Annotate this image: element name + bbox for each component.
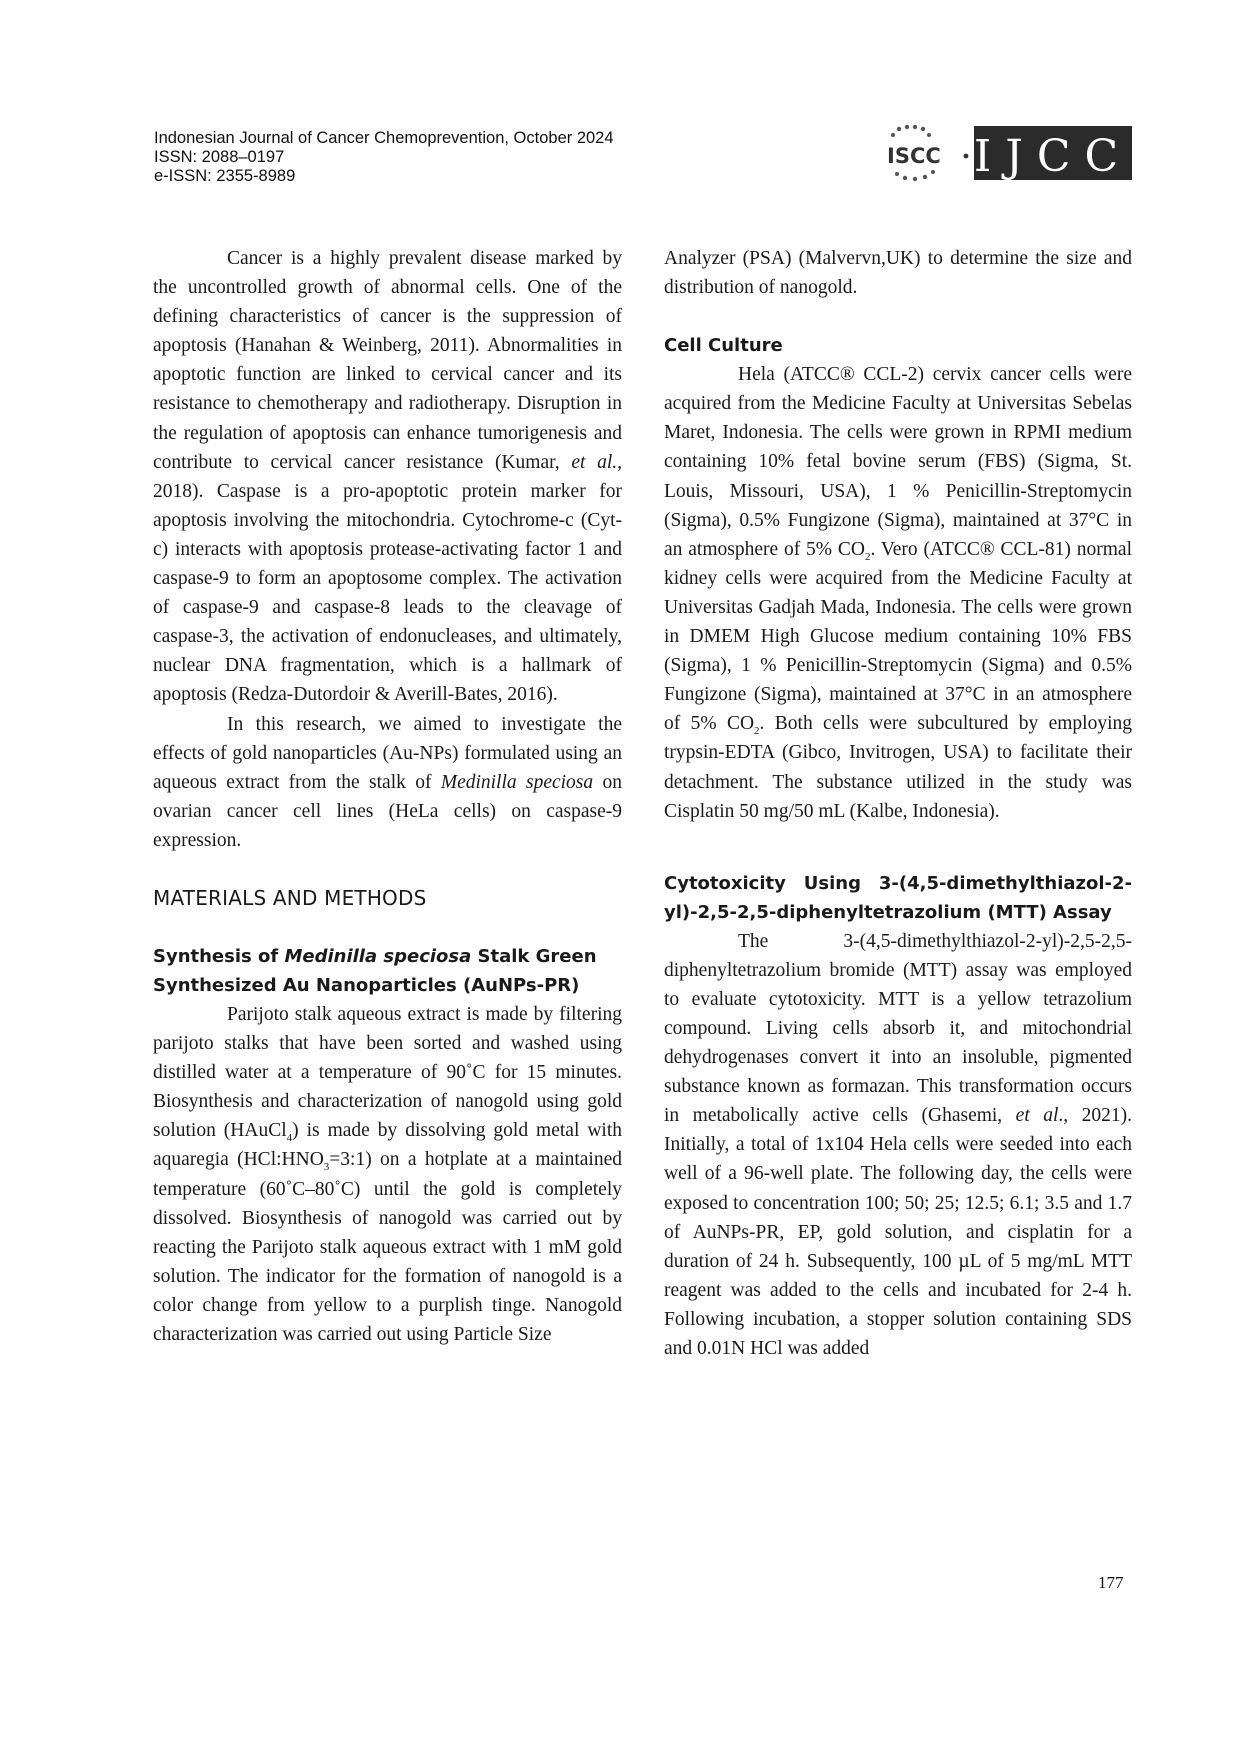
intro-paragraph-1: Cancer is a highly prevalent disease marked by the uncontrolled growth of abnormal cells. One of the defining characteristics of cancer is the suppression of apoptosis (Hanahan & Weinberg, 2011). Abnormalities in apoptotic function are linked to cervical cancer and its resistance to chemotherapy and radiotherapy. Disruption in the regulation of apoptosis can enhance tumorigenesis and contribute to cervical cancer resistance (Kumar, et al., 2018). Caspase is a pro-apoptotic protein marker for apoptosis involving the mitochondria. Cytochrome-c (Cyt-c) interacts with apoptosis protease-activating factor 1 and caspase-9 to form an apoptosome complex. The activation of caspase-9 and caspase-8 leads to the cleavage of caspase-3, the activation of endonucleases, and ultimately, nuclear DNA fragmentation, which is a hallmark of apoptosis (Redza-Dutordoir & Averill-Bates, 2016).	[153, 248, 622, 706]
mtt-paragraph: The 3-(4,5-dimethylthiazol-2-yl)-2,5-2,5-diphenyltetrazolium bromide (MTT) assay was employed to evaluate cytotoxicity. MTT is a yellow tetrazolium compound. Living cells absorb it, and mitochondrial dehydrogenases convert it into an insoluble, pigmented substance known as formazan. This transformation occurs in metabolically active cells (Ghasemi, et al., 2021). Initially, a total of 1x104 Hela cells were seeded into each well of a 96-well plate. The following day, the cells were exposed to concentration 100; 50; 25; 12.5; 6.1; 3.5 and 1.7 of AuNPs-PR, EP, gold solution, and cisplatin for a duration of 24 h. Subsequently, 100 µL of 5 mg/mL MTT reagent was added to the cells and incubated for 2-4 h. Following incubation, a stopper solution containing SDS and 0.01N HCl was added	[664, 930, 1133, 1359]
ijcc-logo	[887, 124, 1132, 182]
journal-title: Indonesian Journal of Cancer Chemoprevention, October 2024	[154, 129, 614, 147]
left-column	[153, 244, 622, 1349]
cell-culture-paragraph: Hela (ATCC® CCL-2) cervix cancer cells were acquired from the Medicine Faculty at Universitas Sebelas Maret, Indonesia. The cells were grown in RPMI medium containing 10% fetal bovine serum (FBS) (Sigma, St. Louis, Missouri, USA), 1 % Penicillin-Streptomycin (Sigma), 0.5% Fungizone (Sigma), maintained at 37°C in an atmosphere of 5% $CO_2$. Vero (ATCC® CCL-81) normal kidney cells were acquired from the Medicine Faculty at Universitas Gadjah Mada, Indonesia. The cells were grown in DMEM High Glucose medium containing 10% FBS (Sigma), 1 % Penicillin-Streptomycin (Sigma) and 0.5% Fungizone (Sigma), maintained at 37°C in an atmosphere of 5% $CO_2$. Both cells were subcultured by employing trypsin-EDTA (Gibco, Invitrogen, USA) to facilitate their detachment. The substance utilized in the study was Cisplatin 50 mg/50 mL (Kalbe, Indonesia).	[664, 364, 1132, 822]
subheading-synthesis: Synthesis of Medinilla speciosa Stalk Green Synthesized Au Nanoparticles (AuNPs-PR)	[153, 945, 597, 996]
subheading-mtt-assay: Cytotoxicity Using 3-(4,5-dimethylthiazol-2-yl)-2,5-2,5-diphenyltetrazolium (MTT) Assay	[664, 872, 1132, 923]
subheading-cell-culture: Cell Culture	[664, 335, 783, 357]
psa-paragraph: Analyzer (PSA) (Malvervn,UK) to determine the size and distribution of nanogold.	[664, 248, 1132, 299]
section-heading-materials-methods: MATERIALS AND METHODS	[153, 885, 427, 910]
page-number: 177	[1098, 1573, 1124, 1592]
iscc-logo-text: ISCC	[887, 144, 941, 168]
journal-header	[154, 129, 614, 186]
right-column	[664, 244, 1132, 1363]
synthesis-paragraph: Parijoto stalk aqueous extract is made by filtering parijoto stalks that have been sorted and washed using distilled water at a temperature of 90˚C for 15 minutes. Biosynthesis and characterization of nanogold using gold solution (HAuCl$_4$) is made by dissolving gold metal with aquaregia $(HCl:HNO_3=3:1)$ on a hotplate at a maintained temperature (60˚C–80˚C) until the gold is completely dissolved. Biosynthesis of nanogold was carried out by reacting the Parijoto stalk aqueous extract with 1 mM gold solution. The indicator for the formation of nanogold is a color change from yellow to a purplish tinge. Nanogold characterization was carried out using Particle Size	[153, 1003, 622, 1345]
intro-paragraph-2: In this research, we aimed to investigate the effects of gold nanoparticles (Au-NPs) formulated using an aqueous extract from the stalk of Medinilla speciosa on ovarian cancer cell lines (HeLa cells) on caspase-9 expression.	[153, 713, 623, 851]
issn: ISSN: 2088–0197	[154, 148, 285, 166]
ijcc-logo-text: IJCC	[973, 131, 1132, 182]
eissn: e-ISSN: 2355-8989	[154, 167, 296, 185]
